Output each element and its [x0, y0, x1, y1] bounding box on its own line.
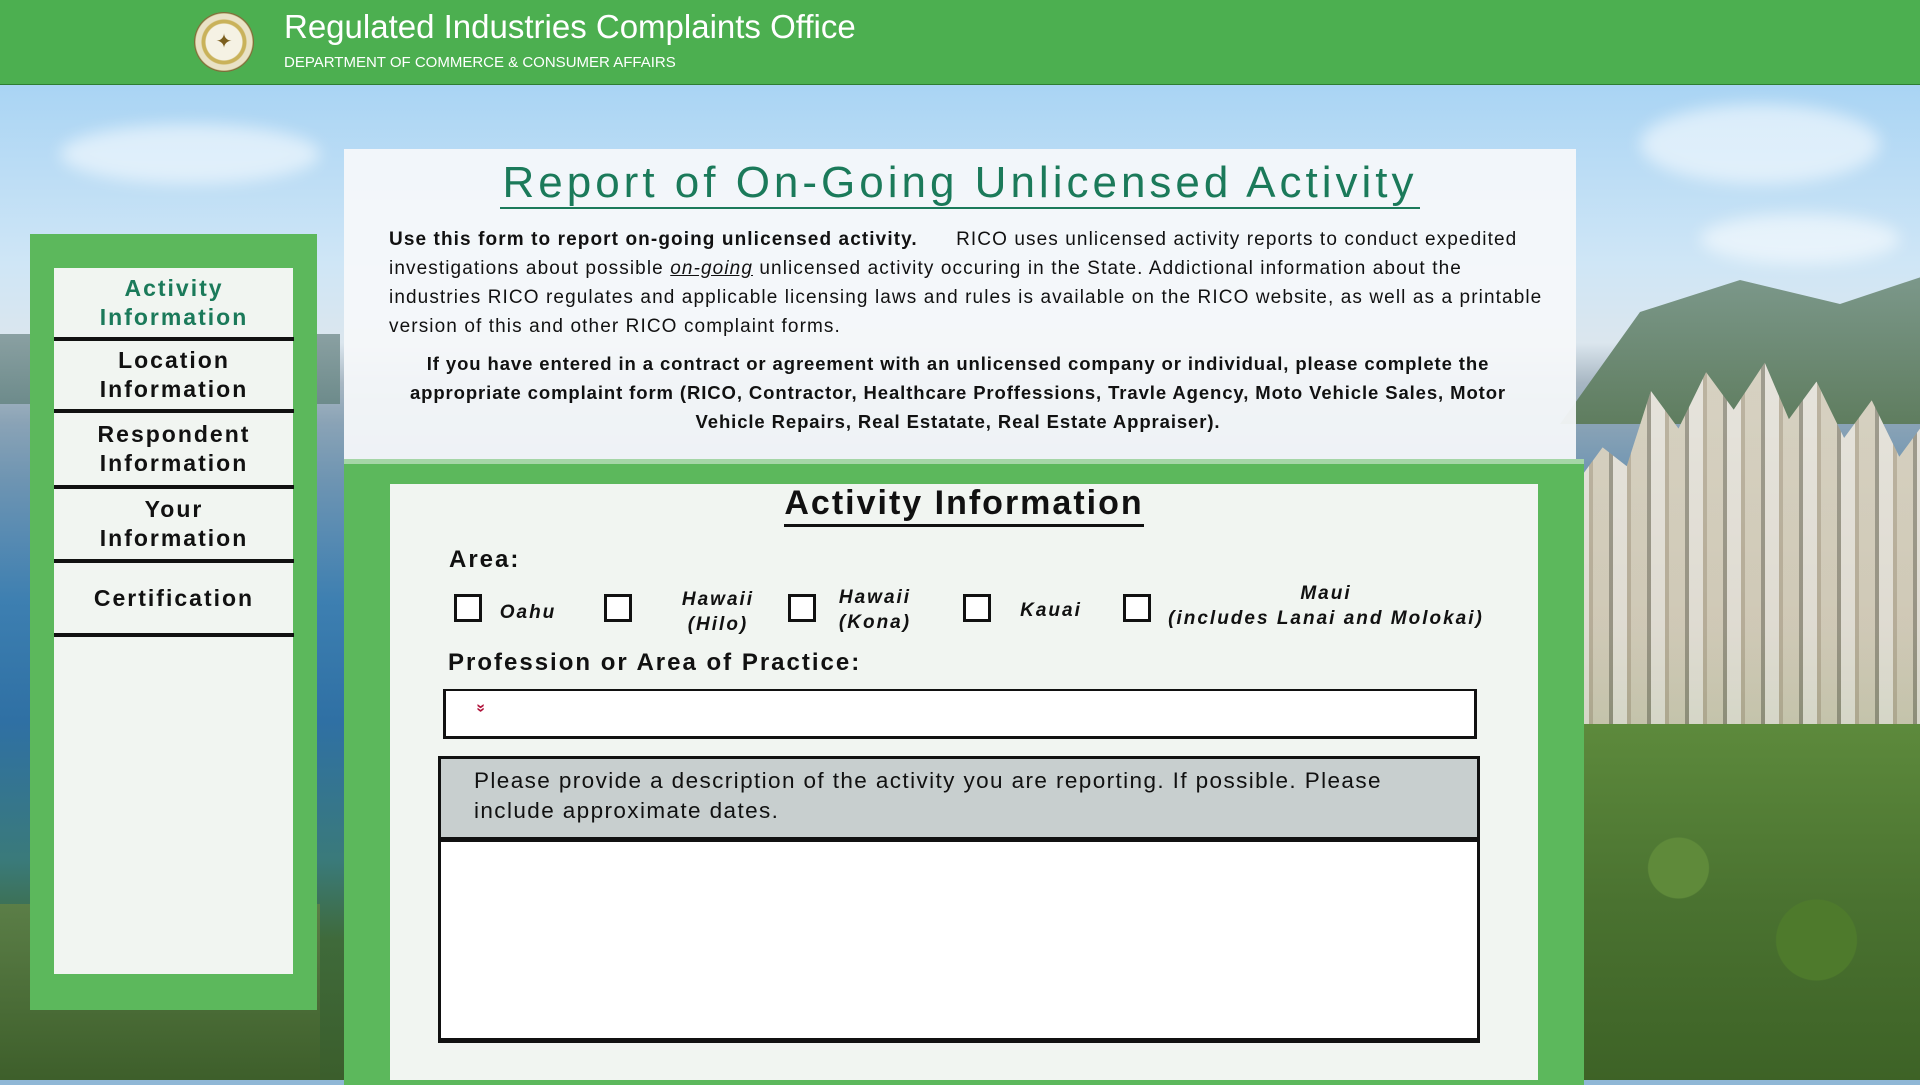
- sidebar-item-label: Certification: [93, 584, 255, 611]
- sidebar-item-label: Your Information: [99, 496, 249, 551]
- sidebar-item-label: Respondent Information: [97, 421, 251, 476]
- sidebar-item-certification[interactable]: [54, 563, 294, 637]
- area-label: Area:: [449, 546, 521, 573]
- sidebar-item-label: Location Information: [99, 347, 249, 402]
- profession-label: Profession or Area of Practice:: [448, 649, 862, 676]
- page-title: Report of On-Going Unlicensed Activity: [502, 158, 1418, 207]
- area-checkbox-kauai[interactable]: [963, 594, 991, 622]
- site-title[interactable]: Regulated Industries Complaints Office: [284, 8, 856, 45]
- area-option-kauai: Kauai: [1020, 600, 1082, 621]
- area-option-hawaii-hilo: Hawaii (Hilo): [681, 589, 755, 635]
- profession-select[interactable]: [443, 689, 1477, 739]
- area-option-oahu: Oahu: [499, 602, 557, 623]
- chevron-down-icon[interactable]: »: [472, 703, 490, 713]
- state-seal-logo[interactable]: ✦: [194, 12, 254, 72]
- area-checkbox-maui[interactable]: [1123, 594, 1151, 622]
- sidebar-item-respondent-information[interactable]: [54, 413, 294, 489]
- contract-notice: If you have entered in a contract or agreement with an unlicensed company or individual, please complete the appropriate complaint form (RICO, Contractor, Healthcare Proffessions, Travle Agency, Moto Vehicle Sales, Motor Vehicle Repairs, Real Estatate, Real Estate Appraiser).: [409, 353, 1507, 432]
- sidebar-item-your-information[interactable]: [54, 489, 294, 563]
- section-title: Activity Information: [390, 484, 1538, 523]
- site-header: [0, 0, 1920, 85]
- site-subtitle: DEPARTMENT OF COMMERCE & CONSUMER AFFAIRS: [284, 54, 676, 71]
- intro-text-1: RICO uses unlicensed activity reports to conduct expedited investigations about possible: [389, 229, 1518, 279]
- sidebar-item-location-information[interactable]: [54, 341, 294, 413]
- description-textarea[interactable]: [438, 838, 1480, 1043]
- intro-emphasis: on-going: [670, 258, 753, 279]
- intro-text-2: unlicensed activity occuring in the State. Addictional information about the industries RICO regulates and applicable licensing laws and rules is available on the RICO website, as well as a printable version of this and other RICO complaint forms.: [389, 258, 1543, 337]
- area-checkbox-hawaii-hilo[interactable]: [604, 594, 632, 622]
- area-checkbox-oahu[interactable]: [454, 594, 482, 622]
- area-checkbox-hawaii-kona[interactable]: [788, 594, 816, 622]
- description-prompt: Please provide a description of the activity you are reporting. If possible. Please include approximate dates.: [474, 768, 1382, 823]
- intro-paragraph: [389, 225, 1549, 341]
- intro-lead: Use this form to report on-going unlicensed activity.: [389, 229, 918, 250]
- sidebar-item-label: Activity Information: [99, 274, 249, 330]
- area-option-maui: Maui (includes Lanai and Molokai): [1168, 583, 1484, 629]
- sidebar-item-activity-information[interactable]: [54, 268, 294, 341]
- area-option-hawaii-kona: Hawaii (Kona): [838, 587, 912, 633]
